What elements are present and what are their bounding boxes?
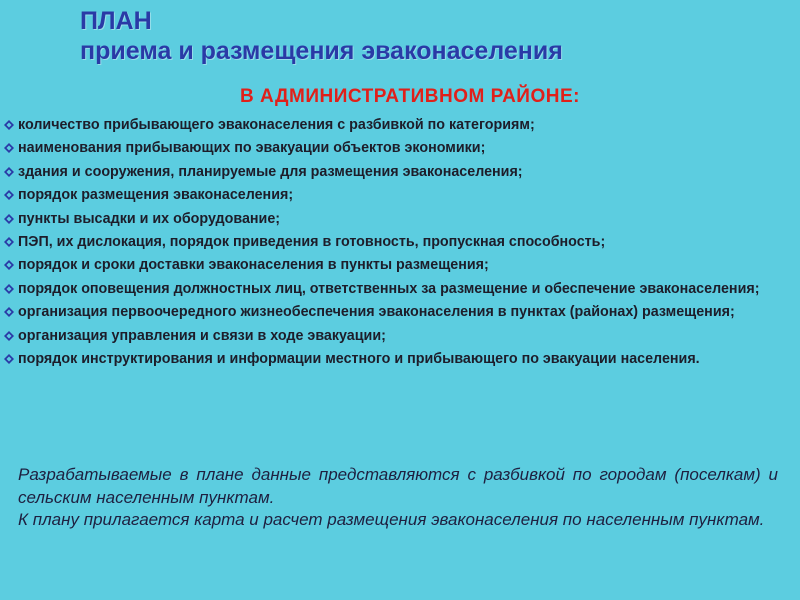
list-item xyxy=(4,254,782,277)
diamond-bullet-icon xyxy=(4,284,14,294)
diamond-bullet-icon xyxy=(4,354,14,364)
diamond-bullet-icon xyxy=(4,143,14,153)
diamond-bullet-icon xyxy=(4,307,14,317)
diamond-bullet-icon xyxy=(4,260,14,270)
title-line-1: ПЛАН xyxy=(80,7,152,35)
note-paragraph: К плану прилагается карта и расчет размещения эваконаселения по населенным пунктам. xyxy=(18,510,765,529)
list-item xyxy=(4,137,782,160)
list-item-text: порядок размещения эваконаселения; xyxy=(18,187,294,204)
list-item xyxy=(4,184,782,207)
diamond-bullet-icon xyxy=(4,237,14,247)
diamond-bullet-icon xyxy=(4,190,14,200)
list-item xyxy=(4,231,782,254)
list-item xyxy=(4,208,782,231)
list-item xyxy=(4,348,782,371)
diamond-bullet-icon xyxy=(4,167,14,177)
list-item-text: организация управления и связи в ходе эвакуации; xyxy=(18,327,386,344)
list-item xyxy=(4,278,782,301)
notes-block xyxy=(18,464,778,532)
list-item xyxy=(4,114,782,137)
diamond-bullet-icon xyxy=(4,214,14,224)
section-subtitle: В АДМИНИСТРАТИВНОМ РАЙОНЕ: xyxy=(240,86,580,107)
diamond-bullet-icon xyxy=(4,120,14,130)
list-item-text: количество прибывающего эваконаселения с разбивкой по категориям; xyxy=(18,117,535,133)
list-item-text: здания и сооружения, планируемые для размещения эваконаселения; xyxy=(18,163,523,180)
requirements-list xyxy=(4,114,782,371)
page-title xyxy=(80,6,563,66)
list-item-text: ПЭП, их дислокация, порядок приведения в готовность, пропускная способность; xyxy=(18,234,606,251)
list-item-text: порядок инструктирования и информации местного и прибывающего по эвакуации населения. xyxy=(18,351,700,368)
list-item-text: организация первоочередного жизнеобеспечения эваконаселения в пунктах (районах) размещения; xyxy=(18,304,735,321)
title-line-2: приема и размещения эваконаселения xyxy=(80,37,563,65)
list-item xyxy=(4,161,782,184)
list-item-text: порядок оповещения должностных лиц, ответственных за размещение и обеспечение эваконаселения; xyxy=(18,280,760,297)
list-item-text: пункты высадки и их оборудование; xyxy=(18,210,281,227)
list-item xyxy=(4,325,782,348)
diamond-bullet-icon xyxy=(4,331,14,341)
list-item-text: порядок и сроки доставки эваконаселения в пункты размещения; xyxy=(18,257,489,274)
note-paragraph: Разрабатываемые в плане данные представляются с разбивкой по городам (поселкам) и сельским населенным пунктам. xyxy=(18,465,778,507)
list-item xyxy=(4,301,782,324)
list-item-text: наименования прибывающих по эвакуации объектов экономики; xyxy=(18,140,486,157)
